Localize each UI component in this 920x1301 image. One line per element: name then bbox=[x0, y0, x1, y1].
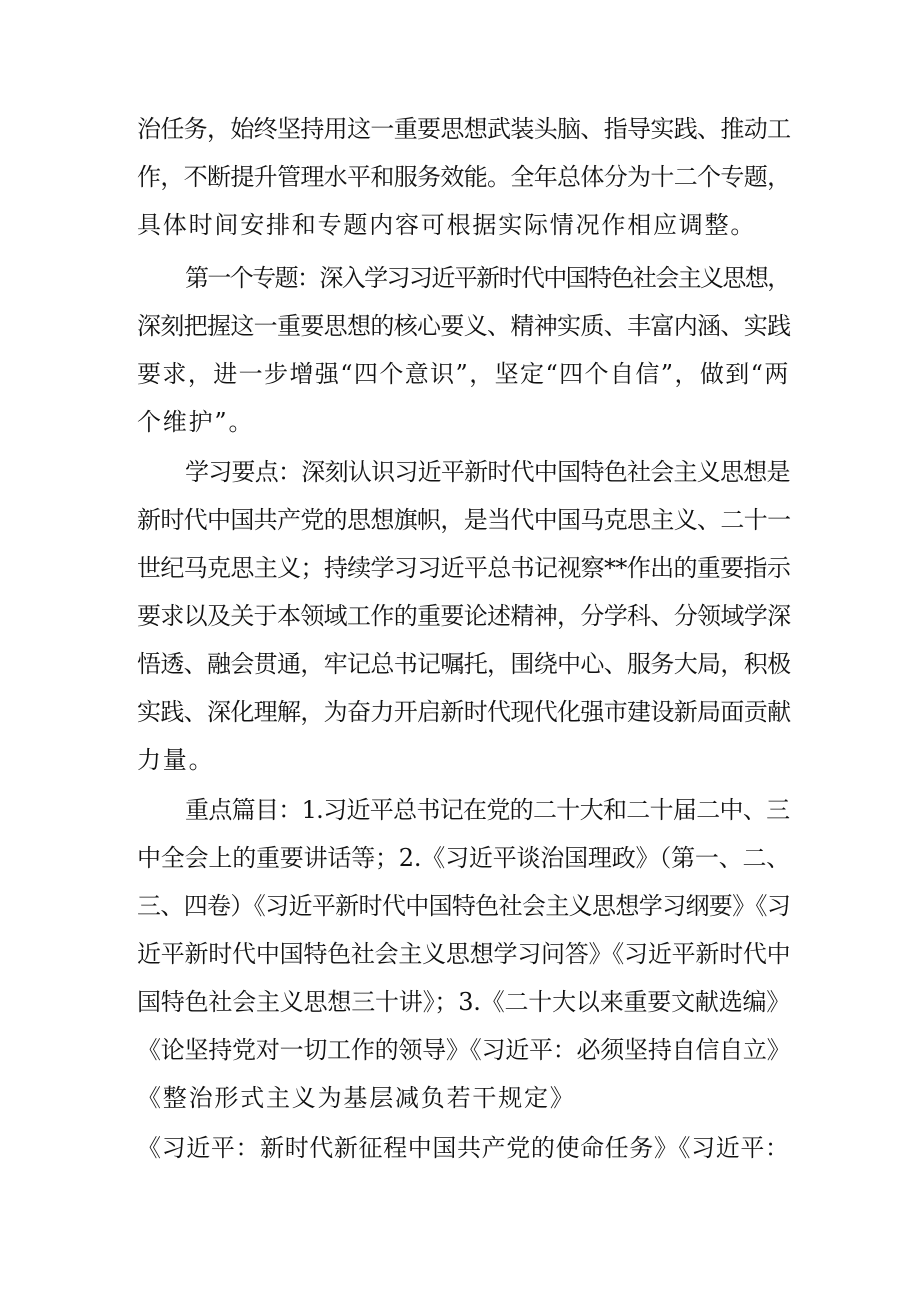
text-line: 近平新时代中国特色社会主义思想学习问答》《习近平新时代中 bbox=[137, 940, 791, 968]
text-line: 《习近平：新时代新征程中国共产党的使命任务》《习近平： bbox=[137, 1134, 790, 1162]
text-line: 具体时间安排和专题内容可根据实际情况作相应调整。 bbox=[137, 211, 757, 239]
text-line: 第一个专题：深入学习习近平新时代中国特色社会主义思想， bbox=[185, 264, 790, 292]
text-line: 悟透、融会贯通，牢记总书记嘱托，围绕中心、服务大局，积极 bbox=[137, 650, 791, 678]
text-line: 实践、深化理解，为奋力开启新时代现代化强市建设新局面贡献 bbox=[137, 698, 791, 726]
text-line: 力量。 bbox=[137, 746, 215, 774]
text-line: 国特色社会主义思想三十讲》；3.《二十大以来重要文献选编》 bbox=[137, 988, 791, 1016]
text-line: 作，不断提升管理水平和服务效能。全年总体分为十二个专题， bbox=[137, 163, 791, 191]
text-line: 重点篇目：1.习近平总书记在党的二十大和二十届二中、三 bbox=[185, 796, 790, 824]
text-line: 三、四卷）《习近平新时代中国特色社会主义思想学习纲要》《习 bbox=[137, 892, 791, 920]
text-line: 中全会上的重要讲话等；2.《习近平谈治国理政》（第一、二、 bbox=[137, 844, 791, 872]
text-line: 个维护”。 bbox=[137, 408, 255, 436]
text-line: 《论坚持党对一切工作的领导》《习近平：必须坚持自信自立》 bbox=[137, 1036, 791, 1064]
text-line: 治任务，始终坚持用这一重要思想武装头脑、指导实践、推动工 bbox=[137, 115, 791, 143]
text-line: 《整治形式主义为基层减负若干规定》 bbox=[137, 1084, 576, 1112]
text-line: 学习要点：深刻认识习近平新时代中国特色社会主义思想是 bbox=[185, 458, 790, 486]
text-line: 要求以及关于本领域工作的重要论述精神，分学科、分领域学深 bbox=[137, 602, 791, 630]
text-line: 新时代中国共产党的思想旗帜，是当代中国马克思主义、二十一 bbox=[137, 506, 791, 534]
text-line: 世纪马克思主义；持续学习习近平总书记视察**作出的重要指示 bbox=[137, 554, 791, 582]
text-line: 要求，进一步增强“四个意识”，坚定“四个自信”，做到“两 bbox=[137, 360, 790, 388]
text-line: 深刻把握这一重要思想的核心要义、精神实质、丰富内涵、实践 bbox=[137, 312, 791, 340]
